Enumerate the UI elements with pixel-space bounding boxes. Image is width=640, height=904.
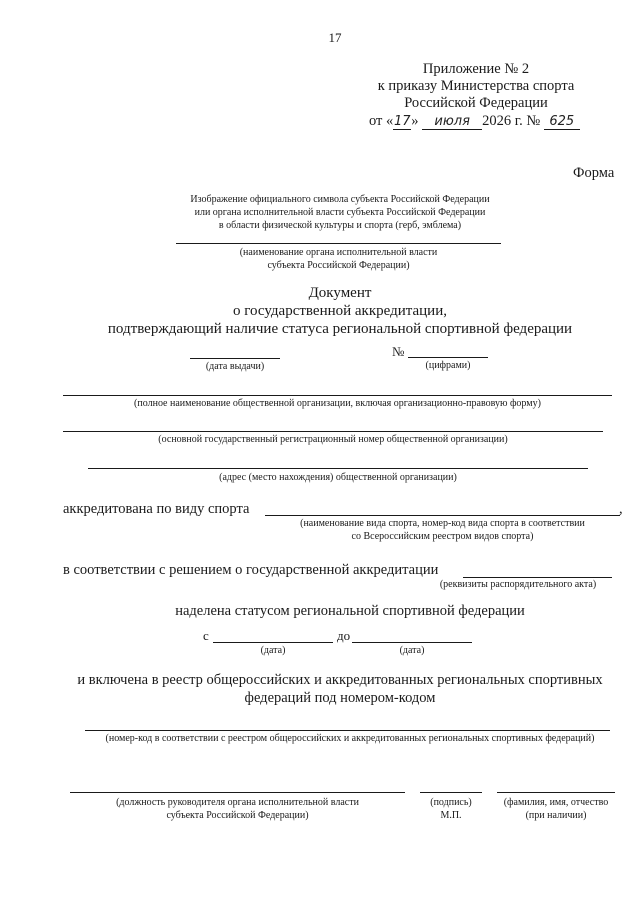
to-date-line xyxy=(352,642,472,643)
issue-date-line xyxy=(190,358,280,359)
handwritten-month: июля xyxy=(422,114,482,130)
position-caption: (должность руководителя органа исполнительной власти субъекта Российской Федерации) xyxy=(116,797,359,821)
to-date-caption: (дата) xyxy=(399,645,425,656)
sport-caption: (наименование вида спорта, номер-код вида спорта в соответствии со Всероссийским реестром видов спорта) xyxy=(300,518,585,542)
number-sign: № xyxy=(392,344,405,359)
decision-text: в соответствии с решением о государственной аккредитации xyxy=(63,562,439,578)
decision-line xyxy=(463,577,612,578)
page-number: 17 xyxy=(328,30,342,45)
authority-caption: (наименование органа исполнительной власти субъекта Российской Федерации) xyxy=(239,247,438,271)
accredited-comma: , xyxy=(619,501,623,517)
accredited-text: аккредитована по виду спорта xyxy=(63,501,250,517)
full-name-caption: (фамилия, имя, отчество (при наличии) xyxy=(503,797,609,821)
number-caption: (цифрами) xyxy=(425,360,471,371)
org-name-line xyxy=(63,395,612,396)
appendix-line2: к приказу Министерства спорта xyxy=(377,78,575,94)
handwritten-day: 17 xyxy=(394,114,411,129)
form-label: Форма xyxy=(573,165,615,181)
appendix-date-line: от «17» июля 2026 г. № 625 xyxy=(369,113,580,130)
from-date-line xyxy=(213,642,333,643)
registry-text: и включена в реестр общероссийских и аккредитованных региональных спортивных федераций под номером-кодом xyxy=(77,672,603,706)
address-line xyxy=(88,468,588,469)
number-line xyxy=(408,357,488,358)
appendix-title: Приложение № 2 xyxy=(422,61,530,77)
appendix-line3: Российской Федерации xyxy=(404,95,548,111)
full-name-line xyxy=(497,792,615,793)
appendix-header xyxy=(356,61,596,112)
emblem-placeholder: Изображение официального символа субъекта Российской Федерации или органа исполнительной власти субъекта Российской Федерации в области физической культуры и спорта (герб, эмблема) xyxy=(190,194,490,231)
registry-code-line xyxy=(85,730,610,731)
registry-caption: (номер-код в соответствии с реестром общероссийских и аккредитованных региональных спортивных федераций) xyxy=(105,733,595,744)
ogrn-caption: (основной государственный регистрационный номер общественной организации) xyxy=(158,434,508,445)
status-text: наделена статусом региональной спортивной федерации xyxy=(175,603,525,619)
to-label: до xyxy=(337,628,351,643)
document-title: Документ о государственной аккредитации, подтверждающий наличие статуса региональной спортивной федерации xyxy=(107,285,573,337)
ogrn-line xyxy=(63,431,603,432)
authority-name-line xyxy=(176,243,501,244)
issue-date-caption: (дата выдачи) xyxy=(205,361,265,372)
from-date-caption: (дата) xyxy=(260,645,286,656)
org-name-caption: (полное наименование общественной организации, включая организационно-правовую форму) xyxy=(134,398,541,409)
handwritten-number: 625 xyxy=(544,114,580,130)
from-label: с xyxy=(203,628,209,643)
sport-line xyxy=(265,515,620,516)
position-line xyxy=(70,792,405,793)
signature-line xyxy=(420,792,482,793)
address-caption: (адрес (место нахождения) общественной организации) xyxy=(219,472,457,483)
signature-caption: (подпись) М.П. xyxy=(430,797,472,821)
decision-caption: (реквизиты распорядительного акта) xyxy=(439,579,597,590)
